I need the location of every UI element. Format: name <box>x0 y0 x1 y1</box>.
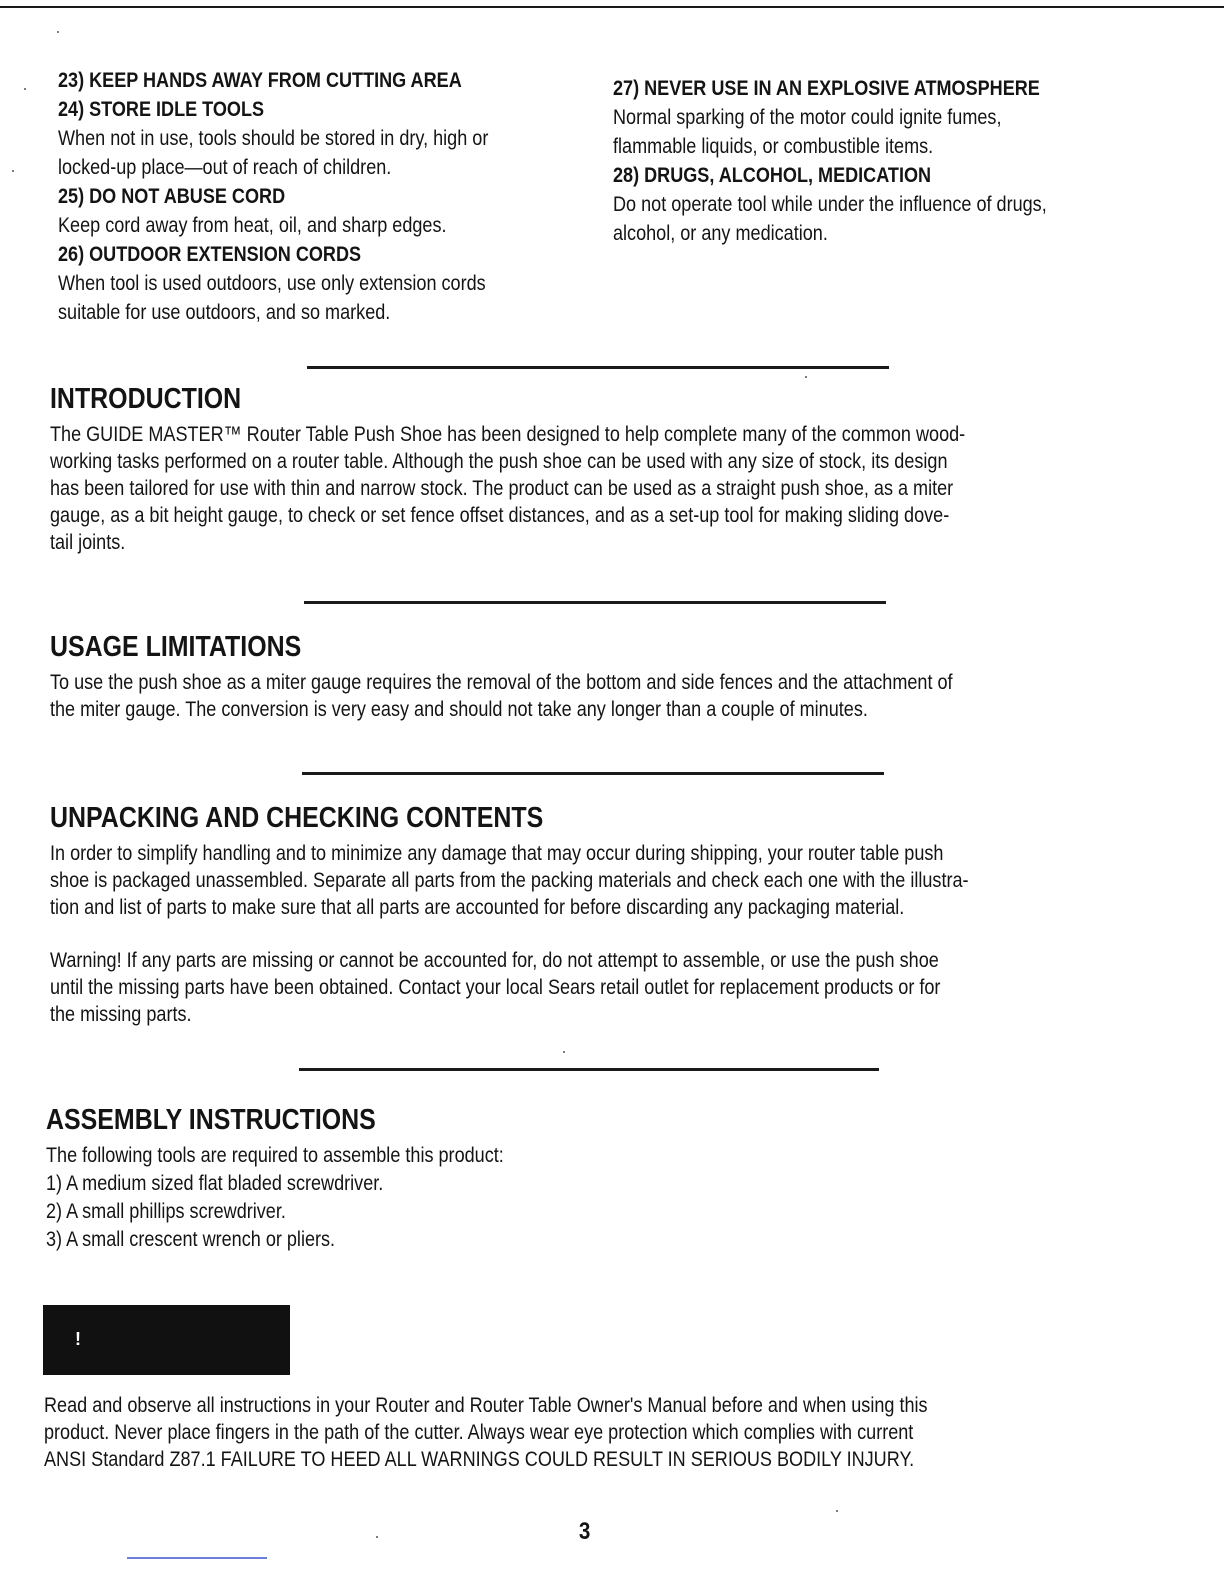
safety-rules-right-column <box>613 74 1153 248</box>
tool-list-item: 3) A small crescent wrench or pliers. <box>46 1228 336 1251</box>
section-title: USAGE LIMITATIONS <box>50 631 302 663</box>
section-divider <box>307 366 889 369</box>
paragraph-line: gauge, as a bit height gauge, to check or set fence offset distances, and as a set-up tool for making sliding dove- <box>50 504 950 527</box>
scan-speck <box>376 1536 378 1538</box>
section-title: UNPACKING AND CHECKING CONTENTS <box>50 802 544 834</box>
paragraph-line: working tasks performed on a router table. Although the push shoe can be used with any size of stock, its design <box>50 450 948 473</box>
paragraph-line: tion and list of parts to make sure that all parts are accounted for before discarding any packaging material. <box>50 896 905 919</box>
rule-24-text: When not in use, tools should be stored in dry, high or <box>58 127 489 150</box>
warning-text-block <box>44 1392 1184 1473</box>
rule-28-heading: 28) DRUGS, ALCOHOL, MEDICATION <box>613 164 932 187</box>
rule-27-text: Normal sparking of the motor could ignite fumes, <box>613 106 1002 129</box>
rule-26-text: suitable for use outdoors, and so marked. <box>58 301 391 324</box>
rule-25-heading: 25) DO NOT ABUSE CORD <box>58 185 286 208</box>
rule-24-text: locked-up place—out of reach of children. <box>58 156 392 179</box>
tool-list-item: 1) A medium sized flat bladed screwdriver. <box>46 1172 384 1195</box>
scan-speck <box>24 88 26 90</box>
warning-paragraph-line: Warning! If any parts are missing or cannot be accounted for, do not attempt to assemble, or use the push shoe <box>50 949 939 972</box>
top-rule <box>0 6 1224 8</box>
section-divider <box>299 1068 879 1071</box>
scan-speck <box>836 1510 838 1512</box>
usage-limitations-section <box>50 629 1180 723</box>
rule-28-text: Do not operate tool while under the influence of drugs, <box>613 193 1047 216</box>
section-divider <box>302 772 884 775</box>
paragraph-line: has been tailored for use with thin and narrow stock. The product can be used as a straight push shoe, as a miter <box>50 477 954 500</box>
assembly-section <box>46 1102 1176 1254</box>
section-title: ASSEMBLY INSTRUCTIONS <box>46 1104 376 1136</box>
paragraph-line: In order to simplify handling and to minimize any damage that may occur during shipping, your router table push <box>50 842 944 865</box>
scan-speck <box>57 31 59 33</box>
rule-27-text: flammable liquids, or combustible items. <box>613 135 934 158</box>
introduction-section <box>50 381 1180 556</box>
rule-28-text: alcohol, or any medication. <box>613 222 828 245</box>
section-divider <box>304 601 886 604</box>
rule-25-text: Keep cord away from heat, oil, and sharp edges. <box>58 214 447 237</box>
exclamation-icon: ! <box>75 1329 81 1349</box>
rule-23-heading: 23) KEEP HANDS AWAY FROM CUTTING AREA <box>58 69 462 92</box>
section-title: INTRODUCTION <box>50 383 242 415</box>
warning-line: product. Never place fingers in the path of the cutter. Always wear eye protection which complies with current <box>44 1421 914 1444</box>
paragraph-line: tail joints. <box>50 531 126 554</box>
rule-26-text: When tool is used outdoors, use only extension cords <box>58 272 486 295</box>
rule-27-heading: 27) NEVER USE IN AN EXPLOSIVE ATMOSPHERE <box>613 77 1040 100</box>
warning-line: ANSI Standard Z87.1 FAILURE TO HEED ALL WARNINGS COULD RESULT IN SERIOUS BODILY INJURY. <box>44 1448 915 1471</box>
warning-paragraph-line: the missing parts. <box>50 1003 192 1026</box>
rule-26-heading: 26) OUTDOOR EXTENSION CORDS <box>58 243 362 266</box>
paragraph-line: The GUIDE MASTER™ Router Table Push Shoe has been designed to help complete many of the common wood- <box>50 423 966 446</box>
paragraph-line: the miter gauge. The conversion is very easy and should not take any longer than a couple of minutes. <box>50 698 868 721</box>
page-number: 3 <box>578 1518 591 1545</box>
safety-rules-left-column <box>58 66 598 327</box>
warning-paragraph-line: until the missing parts have been obtained. Contact your local Sears retail outlet for replacement products or for <box>50 976 941 999</box>
warning-banner <box>43 1305 290 1375</box>
bottom-underline <box>127 1557 267 1559</box>
scan-speck <box>563 1051 565 1053</box>
assembly-intro: The following tools are required to assemble this product: <box>46 1144 504 1167</box>
paragraph-line: To use the push shoe as a miter gauge requires the removal of the bottom and side fences and the attachment of <box>50 671 953 694</box>
paragraph-line: shoe is packaged unassembled. Separate all parts from the packing materials and check each one with the illustra- <box>50 869 969 892</box>
warning-line: Read and observe all instructions in your Router and Router Table Owner's Manual before and when using this <box>44 1394 928 1417</box>
unpacking-section <box>50 800 1180 1028</box>
scan-speck <box>12 170 14 172</box>
scan-speck <box>805 376 807 378</box>
rule-24-heading: 24) STORE IDLE TOOLS <box>58 98 265 121</box>
tool-list-item: 2) A small phillips screwdriver. <box>46 1200 286 1223</box>
